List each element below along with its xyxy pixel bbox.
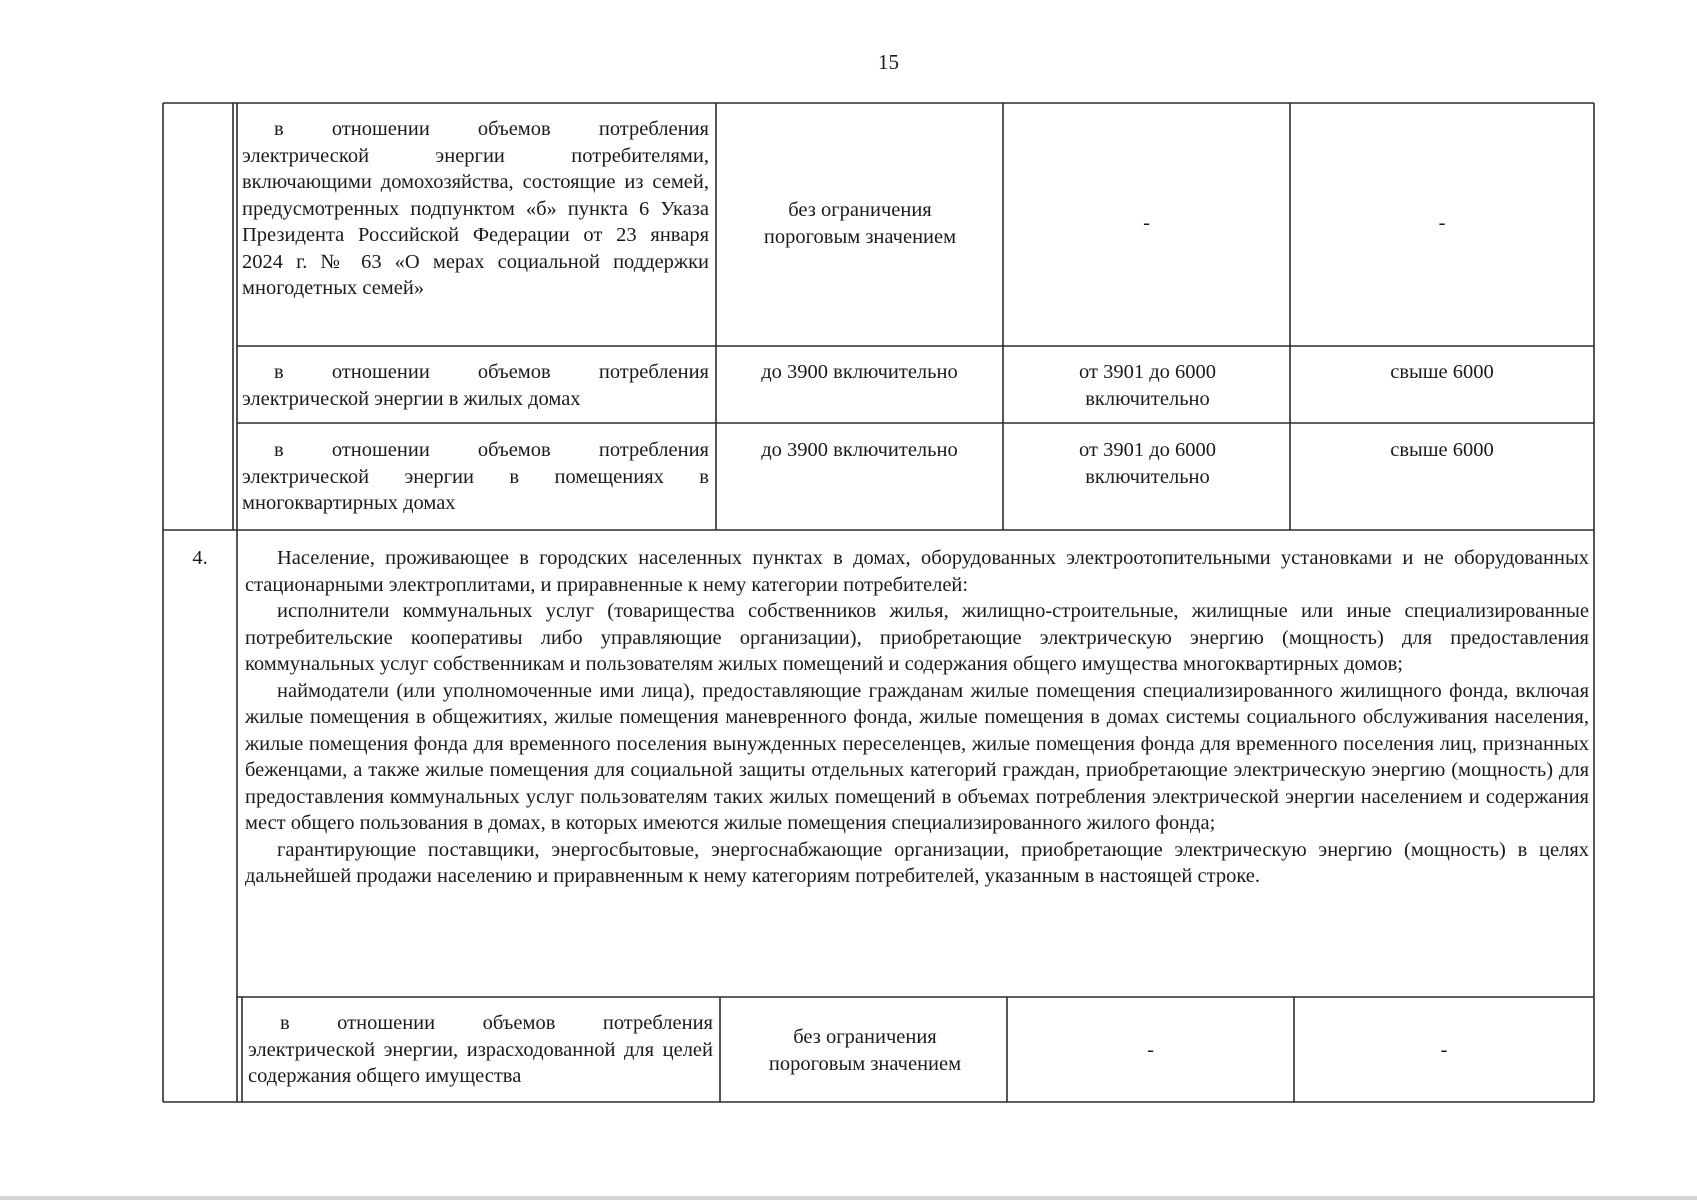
section-4-number: 4. xyxy=(192,547,208,569)
row2-threshold-1: до 3900 включительно xyxy=(761,361,958,383)
section-4-subrow-description: в отношении объемов потребления электрической энергии, израсходованной для целей содержания общего имущества xyxy=(248,1012,713,1087)
section-4-subrow-threshold-1: без ограничения пороговым значением xyxy=(768,1026,962,1075)
section-4-paragraph: Население, проживающее в городских населенных пунктах в домах, оборудованных электроотопительными установками и не оборудованных стационарными электроплитами, и приравненные к нему категории потребителей: xyxy=(245,547,1589,596)
row3-threshold-2: от 3901 до 6000 включительно xyxy=(1079,439,1216,488)
row1-threshold-3: - xyxy=(1438,212,1446,234)
section-4-text xyxy=(245,545,1589,890)
row3-threshold-1: до 3900 включительно xyxy=(761,439,958,461)
row1-threshold-2: - xyxy=(1143,212,1150,234)
scan-bottom-edge xyxy=(0,1196,1697,1200)
row3-threshold-3: свыше 6000 xyxy=(1390,439,1494,461)
row2-description: в отношении объемов потребления электрической энергии в жилых домах xyxy=(242,361,709,410)
section-4-paragraph: наймодатели (или уполномоченные ими лица), предоставляющие гражданам жилые помещения специализированного жилищного фонда, включая жилые помещения в общежитиях, жилые помещения маневренного фонда, жилые помещения в домах системы социального обслуживания населения, жилые помещения фонда для временного поселения вынужденных переселенцев, жилые помещения фонда для временного поселения лиц, признанных беженцами, а также жилые помещения для социальной защиты отдельных категорий граждан, приобретающие электрическую энергию (мощность) для предоставления коммунальных услуг пользователям таких жилых помещений в объемах потребления электрической энергии населением и содержания мест общего пользования в домах, в которых имеются жилые помещения специализированного жилого фонда; xyxy=(245,679,1589,834)
page-number: 15 xyxy=(878,50,899,74)
section-4-subrow-threshold-3: - xyxy=(1440,1039,1448,1061)
row2-threshold-3: свыше 6000 xyxy=(1390,361,1494,383)
row2-threshold-2: от 3901 до 6000 включительно xyxy=(1079,361,1216,410)
row3-description: в отношении объемов потребления электрической энергии в помещениях в многоквартирных домах xyxy=(242,439,709,514)
section-4-paragraph: гарантирующие поставщики, энергосбытовые, энергоснабжающие организации, приобретающие электрическую энергию (мощность) в целях дальнейшей продажи населению и приравненным к нему категориям потребителей, указанным в настоящей строке. xyxy=(245,838,1589,887)
row1-threshold-1: без ограничения пороговым значением xyxy=(763,199,957,248)
section-4-paragraph: исполнители коммунальных услуг (товарищества собственников жилья, жилищно-строительные, жилищные или иные специализированные потребительские кооперативы либо управляющие организации), приобретающие электрическую энергию (мощность) для предоставления коммунальных услуг собственникам и пользователям жилых помещений и содержания общего имущества многоквартирных домов; xyxy=(245,600,1589,675)
section-4-subrow-threshold-2: - xyxy=(1147,1039,1154,1061)
row1-description: в отношении объемов потребления электрической энергии потребителями, включающими домохозяйства, состоящие из семей, предусмотренных подпунктом «б» пункта 6 Указа Президента Российской Федерации от 23 января 2024 г. № 63 «О мерах социальной поддержки многодетных семей» xyxy=(242,118,709,299)
